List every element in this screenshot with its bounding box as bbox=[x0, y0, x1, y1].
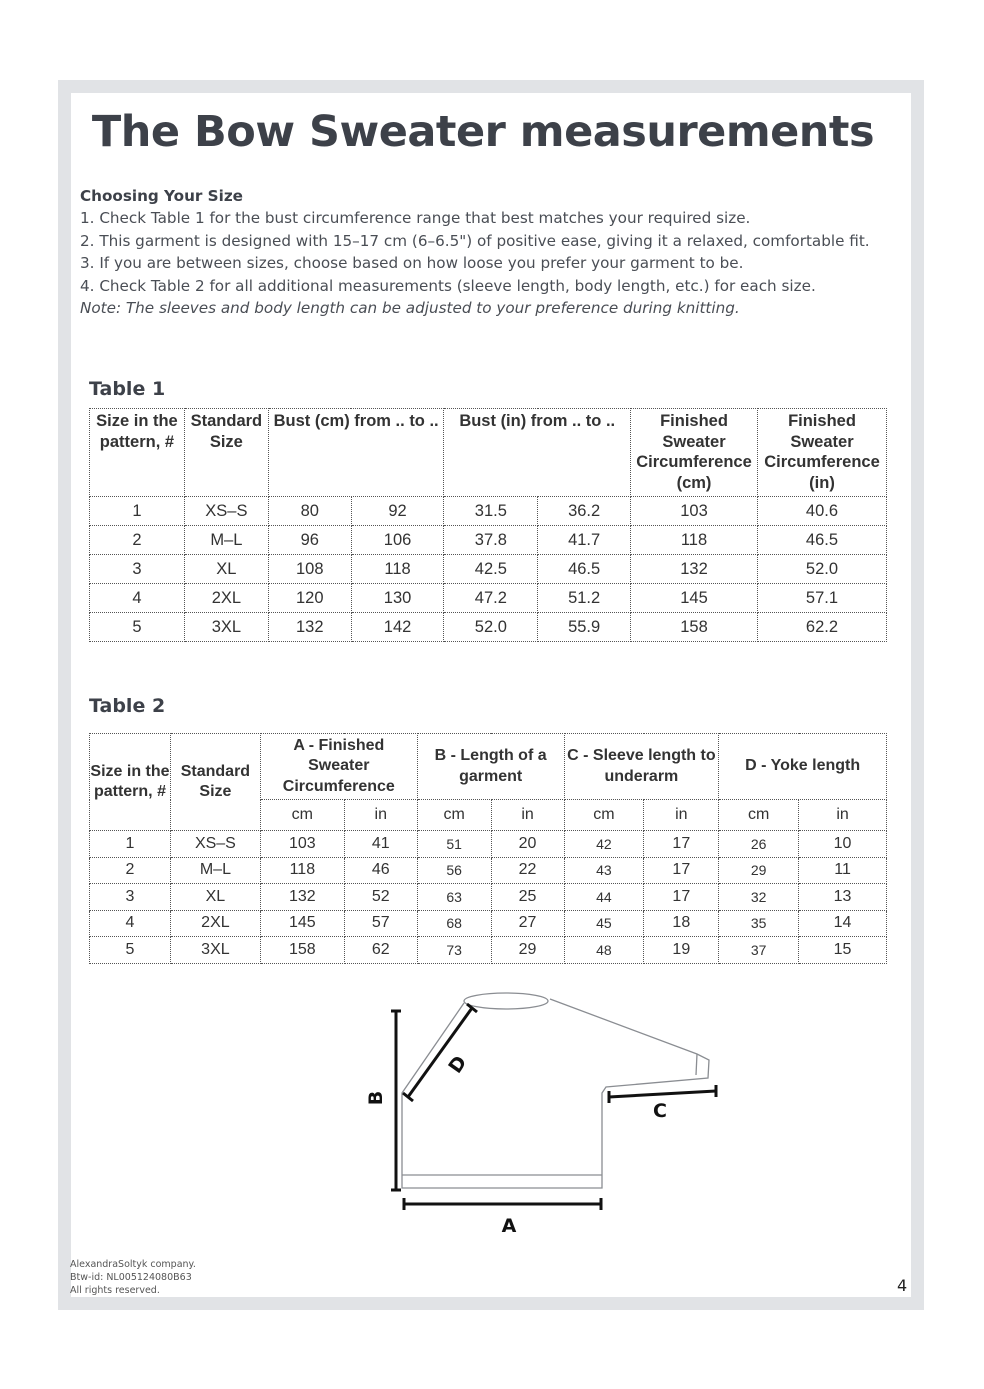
table-cell: 20 bbox=[491, 831, 564, 858]
table-cell: 158 bbox=[260, 937, 344, 964]
table2-unit: in bbox=[644, 800, 719, 831]
table1-header-finished-in: Finished Sweater Circumference (in) bbox=[757, 409, 886, 497]
table-cell: 26 bbox=[719, 831, 799, 858]
table-cell: 37.8 bbox=[444, 526, 538, 555]
table-cell: 51.2 bbox=[538, 584, 631, 613]
table-cell: 2 bbox=[90, 857, 171, 884]
table-cell: 17 bbox=[644, 857, 719, 884]
table-cell: 2XL bbox=[170, 910, 260, 937]
table-cell: 14 bbox=[799, 910, 887, 937]
footer-btw-id: Btw-id: NL005124080B63 bbox=[70, 1272, 192, 1283]
table-cell: 42 bbox=[564, 831, 644, 858]
table-cell: 25 bbox=[491, 884, 564, 911]
table-row bbox=[90, 613, 887, 642]
table-cell: 103 bbox=[260, 831, 344, 858]
footer bbox=[70, 1258, 196, 1297]
table-cell: 42.5 bbox=[444, 555, 538, 584]
table-cell: XS–S bbox=[184, 497, 268, 526]
table2-unit: in bbox=[344, 800, 417, 831]
table-cell: 80 bbox=[268, 497, 351, 526]
table-cell: 52.0 bbox=[444, 613, 538, 642]
table2-unit: cm bbox=[564, 800, 644, 831]
table-cell: M–L bbox=[170, 857, 260, 884]
table1-header-standard: Standard Size bbox=[184, 409, 268, 497]
table-cell: 118 bbox=[260, 857, 344, 884]
table2-unit: cm bbox=[719, 800, 799, 831]
table-cell: 46 bbox=[344, 857, 417, 884]
intro-text bbox=[80, 185, 900, 319]
table-cell: 92 bbox=[351, 497, 444, 526]
table-cell: 118 bbox=[351, 555, 444, 584]
table-cell: 15 bbox=[799, 937, 887, 964]
table-cell: 19 bbox=[644, 937, 719, 964]
table-row bbox=[90, 937, 887, 964]
table-cell: 62 bbox=[344, 937, 417, 964]
table-cell: 130 bbox=[351, 584, 444, 613]
table2-unit: in bbox=[799, 800, 887, 831]
table-cell: 145 bbox=[631, 584, 758, 613]
table-cell: 31.5 bbox=[444, 497, 538, 526]
table-cell: 13 bbox=[799, 884, 887, 911]
table-cell: 48 bbox=[564, 937, 644, 964]
table-cell: 29 bbox=[719, 857, 799, 884]
table1-header-row bbox=[90, 409, 887, 497]
table-cell: 55.9 bbox=[538, 613, 631, 642]
table-cell: 35 bbox=[719, 910, 799, 937]
table-cell: 40.6 bbox=[757, 497, 886, 526]
table1 bbox=[89, 408, 887, 642]
table-cell: 158 bbox=[631, 613, 758, 642]
table-cell: 56 bbox=[417, 857, 491, 884]
table-cell: 41.7 bbox=[538, 526, 631, 555]
table1-header-bust-cm: Bust (cm) from .. to .. bbox=[268, 409, 444, 497]
table-cell: 106 bbox=[351, 526, 444, 555]
intro-line-3: 3. If you are between sizes, choose based on how loose you prefer your garment to be. bbox=[80, 254, 744, 273]
table-cell: 22 bbox=[491, 857, 564, 884]
table2-unit: in bbox=[491, 800, 564, 831]
footer-rights: All rights reserved. bbox=[70, 1285, 160, 1296]
table-cell: 46.5 bbox=[538, 555, 631, 584]
table-cell: 52 bbox=[344, 884, 417, 911]
table2-header-row bbox=[90, 734, 887, 800]
table-cell: 57.1 bbox=[757, 584, 886, 613]
page-number: 4 bbox=[897, 1276, 908, 1295]
table-cell: 47.2 bbox=[444, 584, 538, 613]
table-cell: 4 bbox=[90, 910, 171, 937]
label-a: A bbox=[501, 1215, 517, 1237]
table-cell: XS–S bbox=[170, 831, 260, 858]
table-cell: 103 bbox=[631, 497, 758, 526]
table2-header-d: D - Yoke length bbox=[719, 734, 887, 800]
table2-caption: Table 2 bbox=[89, 695, 166, 717]
table2-header-size: Size in the pattern, # bbox=[90, 734, 171, 831]
table2 bbox=[89, 733, 887, 964]
table-cell: 118 bbox=[631, 526, 758, 555]
table-cell: 3XL bbox=[170, 937, 260, 964]
table1-header-finished-cm: Finished Sweater Circumference (cm) bbox=[631, 409, 758, 497]
table-cell: 3 bbox=[90, 884, 171, 911]
table-cell: 41 bbox=[344, 831, 417, 858]
table-cell: 108 bbox=[268, 555, 351, 584]
table2-unit: cm bbox=[260, 800, 344, 831]
table-cell: 132 bbox=[631, 555, 758, 584]
table-cell: 57 bbox=[344, 910, 417, 937]
sweater-diagram bbox=[360, 985, 740, 1240]
table-row bbox=[90, 857, 887, 884]
table-cell: 17 bbox=[644, 831, 719, 858]
table-cell: 29 bbox=[491, 937, 564, 964]
intro-heading: Choosing Your Size bbox=[80, 187, 243, 205]
sweater-outline bbox=[402, 993, 709, 1188]
table-cell: 142 bbox=[351, 613, 444, 642]
intro-note: Note: The sleeves and body length can be adjusted to your preference during knitting. bbox=[80, 299, 740, 318]
table2-unit: cm bbox=[417, 800, 491, 831]
page-title: The Bow Sweater measurements bbox=[91, 107, 875, 157]
table-cell: 46.5 bbox=[757, 526, 886, 555]
table-cell: 32 bbox=[719, 884, 799, 911]
table-cell: 45 bbox=[564, 910, 644, 937]
table-cell: 44 bbox=[564, 884, 644, 911]
table1-caption: Table 1 bbox=[89, 378, 166, 400]
table1-header-size: Size in the pattern, # bbox=[90, 409, 185, 497]
table-cell: 63 bbox=[417, 884, 491, 911]
table-cell: 27 bbox=[491, 910, 564, 937]
table2-header-b: B - Length of a garment bbox=[417, 734, 564, 800]
table-cell: 1 bbox=[90, 831, 171, 858]
table-cell: 36.2 bbox=[538, 497, 631, 526]
table-cell: 132 bbox=[260, 884, 344, 911]
table-cell: 51 bbox=[417, 831, 491, 858]
table-cell: 37 bbox=[719, 937, 799, 964]
table-cell: 2 bbox=[90, 526, 185, 555]
footer-company: AlexandraSoltyk company. bbox=[70, 1259, 196, 1270]
intro-line-1: 1. Check Table 1 for the bust circumference range that best matches your required size. bbox=[80, 209, 751, 228]
table-cell: 132 bbox=[268, 613, 351, 642]
table-cell: 18 bbox=[644, 910, 719, 937]
table-cell: 62.2 bbox=[757, 613, 886, 642]
table-cell: 10 bbox=[799, 831, 887, 858]
table-cell: 120 bbox=[268, 584, 351, 613]
table-cell: M–L bbox=[184, 526, 268, 555]
table-cell: 5 bbox=[90, 613, 185, 642]
table2-header-c: C - Sleeve length to underarm bbox=[564, 734, 719, 800]
label-c: C bbox=[653, 1100, 667, 1122]
table-row bbox=[90, 555, 887, 584]
table-cell: 1 bbox=[90, 497, 185, 526]
intro-line-2: 2. This garment is designed with 15–17 cm (6–6.5") of positive ease, giving it a relaxed, comfortable fit. bbox=[80, 231, 870, 250]
table-cell: 11 bbox=[799, 857, 887, 884]
label-b: B bbox=[365, 1090, 387, 1106]
table-cell: 3 bbox=[90, 555, 185, 584]
table-cell: 52.0 bbox=[757, 555, 886, 584]
table-cell: XL bbox=[184, 555, 268, 584]
table2-header-standard: Standard Size bbox=[170, 734, 260, 831]
table-cell: 43 bbox=[564, 857, 644, 884]
table-cell: 5 bbox=[90, 937, 171, 964]
table2-header-a: A - Finished Sweater Circumference bbox=[260, 734, 417, 800]
table-cell: 96 bbox=[268, 526, 351, 555]
table-cell: 3XL bbox=[184, 613, 268, 642]
table-row bbox=[90, 497, 887, 526]
table-row bbox=[90, 910, 887, 937]
table-cell: 2XL bbox=[184, 584, 268, 613]
table-cell: 68 bbox=[417, 910, 491, 937]
table1-header-bust-in: Bust (in) from .. to .. bbox=[444, 409, 631, 497]
label-d: D bbox=[444, 1051, 472, 1078]
measure-lines bbox=[391, 1004, 716, 1210]
table-cell: 73 bbox=[417, 937, 491, 964]
table-row bbox=[90, 584, 887, 613]
table-row bbox=[90, 831, 887, 858]
table-cell: XL bbox=[170, 884, 260, 911]
table-row bbox=[90, 526, 887, 555]
table-row bbox=[90, 884, 887, 911]
intro-line-4: 4. Check Table 2 for all additional measurements (sleeve length, body length, etc.) for each size. bbox=[80, 276, 816, 295]
table-cell: 4 bbox=[90, 584, 185, 613]
table-cell: 17 bbox=[644, 884, 719, 911]
table-cell: 145 bbox=[260, 910, 344, 937]
